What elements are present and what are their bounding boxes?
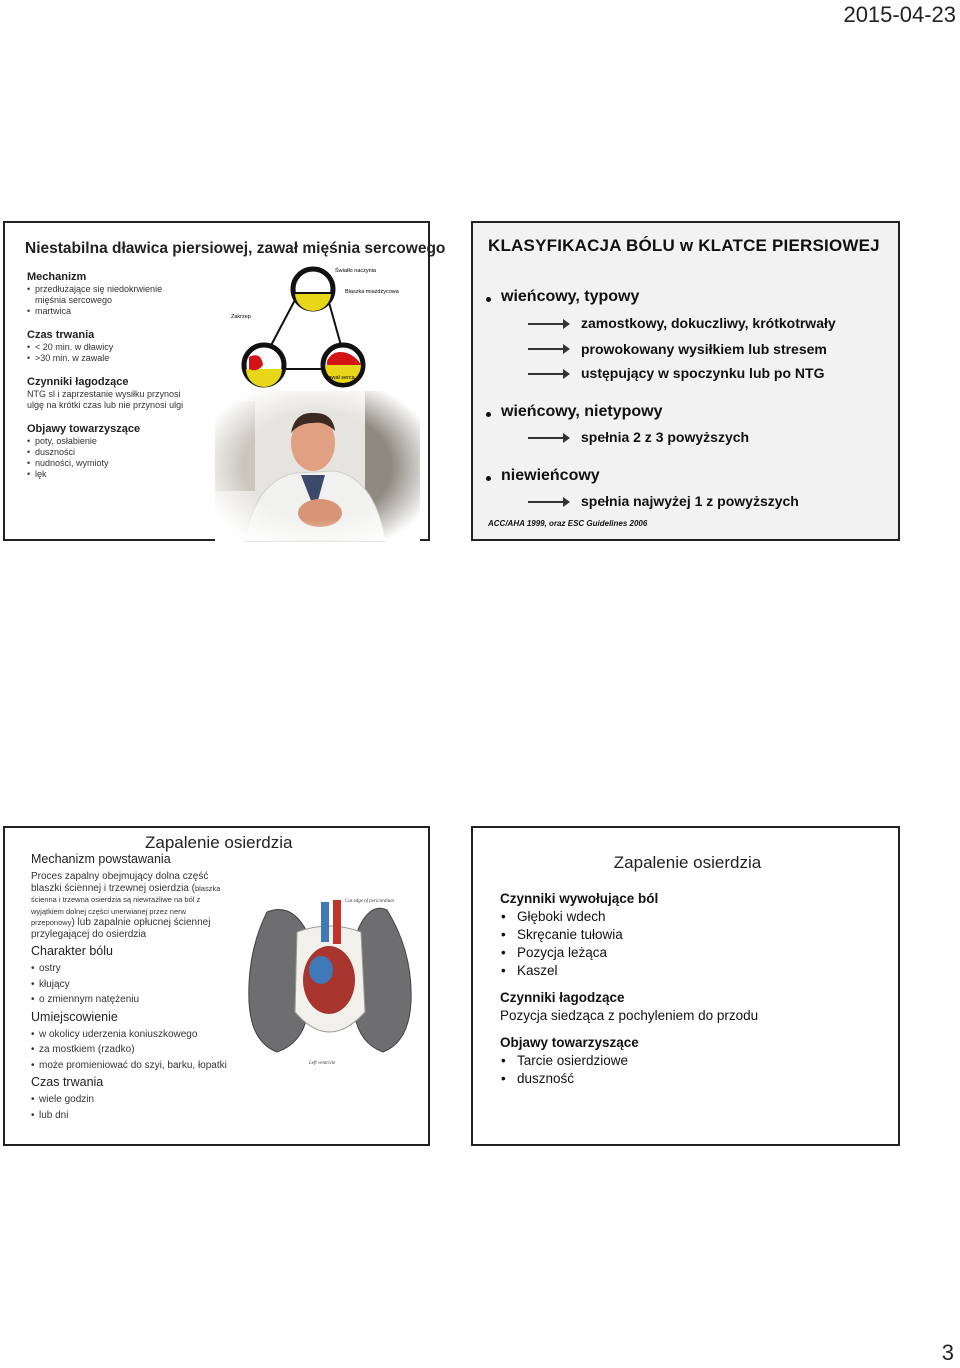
slide-title: Zapalenie osierdzia <box>613 853 762 872</box>
list-item: • martwica <box>27 306 187 317</box>
list-item: • kłujący <box>31 979 231 991</box>
list-item: • w okolicy uderzenia koniuszkowego <box>31 1029 231 1041</box>
mechanism-text-b: ) lub zapalnie opłucnej ściennej przylegającej do osierdzia <box>31 917 211 940</box>
list-item: • wiele godzin <box>31 1094 231 1106</box>
bullet-dot <box>486 297 491 302</box>
mechanism-text-a: Proces zapalny obejmujący dolna część blaszki ściennej i trzewnej osierdzia ( <box>31 871 209 894</box>
list-item: • duszność <box>500 1070 880 1088</box>
list-item: • poty, osłabienie <box>27 436 187 447</box>
section-heading-duration: Czas trwania <box>31 1075 104 1089</box>
list-item: • Pozycja leżąca <box>500 944 880 962</box>
section-text: NTG sl i zaprzestanie wysiłku przynosi ulgę na krótki czas lub nie przynosi ulgi <box>27 389 184 410</box>
section-heading-duration: Czas trwania <box>27 329 95 341</box>
criterion-item: prowokowany wysiłkiem lub stresem <box>581 341 827 357</box>
section-heading-mechanism: Mechanizm <box>27 271 87 283</box>
slide-pericarditis-mechanism <box>3 826 430 1146</box>
section-heading-symptoms: Objawy towarzyszące <box>27 423 141 435</box>
anatomy-label-top: Cut edge of pericardium <box>345 899 394 904</box>
list-item: • lęk <box>27 469 187 480</box>
slide-text-column <box>500 890 880 1097</box>
slide-pericarditis-factors <box>471 826 900 1146</box>
mechanism-note: blaszka ścienna i trzewna osierdzia są niewrażliwe na ból z wyjątkiem dolnej części unerwianej przez nerw przeponowy <box>31 883 221 927</box>
diagram-label-mi: Zawał serca <box>325 375 355 381</box>
arrow-icon <box>528 437 568 439</box>
list-item: • Kaszel <box>500 962 880 980</box>
slide-title: KLASYFIKACJA BÓLU w KLATCE PIERSIOWEJ <box>488 236 880 255</box>
section-heading-triggers: Czynniki wywołujące ból <box>500 891 659 906</box>
section-heading-relief: Czynniki łagodzące <box>27 376 129 388</box>
section-heading-character: Charakter bólu <box>31 944 113 958</box>
list-item: • Skręcanie tułowia <box>500 926 880 944</box>
group-label-noncoronary: niewieńcowy <box>501 467 600 484</box>
slide-text-column <box>27 271 187 492</box>
list-item: • o zmiennym natężeniu <box>31 994 231 1006</box>
diagram-label-lumen: Światło naczynia <box>335 268 376 274</box>
heart-lungs-anatomy-illustration <box>237 892 422 1072</box>
section-heading-relief: Czynniki łagodzące <box>500 990 625 1005</box>
list-item: • Głęboki wdech <box>500 908 880 926</box>
page-number: 3 <box>941 1340 954 1365</box>
group-label-typical: wieńcowy, typowy <box>501 288 640 305</box>
artery-cross-section-diagram <box>227 261 422 391</box>
slide-footer-citation: ACC/AHA 1999, oraz ESC Guidelines 2006 <box>488 519 648 528</box>
list-item: • < 20 min. w dławicy <box>27 342 187 353</box>
bullet-dot <box>486 476 491 481</box>
arrow-icon <box>528 348 568 350</box>
criterion-item: spełnia 2 z 3 powyższych <box>581 429 750 445</box>
slide-text-column <box>31 852 231 1121</box>
page-date: 2015-04-23 <box>843 2 956 27</box>
list-item: • za mostkiem (rzadko) <box>31 1044 231 1056</box>
arrow-icon <box>528 373 568 375</box>
group-label-atypical: wieńcowy, nietypowy <box>501 403 663 420</box>
chest-pain-photo <box>215 391 420 541</box>
section-heading-location: Umiejscowienie <box>31 1009 118 1024</box>
list-item: • Tarcie osierdziowe <box>500 1052 880 1070</box>
criterion-item: ustępujący w spoczynku lub po NTG <box>581 365 825 381</box>
arrow-icon <box>528 323 568 325</box>
list-item: • przedłużające się niedokrwienie mięśnia sercowego <box>27 284 187 306</box>
list-item: • ostry <box>31 963 231 975</box>
criterion-item: zamostkowy, dokuczliwy, krótkotrwały <box>581 315 836 331</box>
section-heading-symptoms: Objawy towarzyszące <box>500 1035 639 1050</box>
bullet-dot <box>486 412 491 417</box>
slide-title: Zapalenie osierdzia <box>145 833 293 852</box>
section-heading-mechanism: Mechanizm powstawania <box>31 852 171 866</box>
slide-unstable-angina <box>3 221 446 541</box>
list-item: • lub dni <box>31 1110 231 1122</box>
diagram-label-thrombus: Zakrzep <box>231 314 251 320</box>
anatomy-label-bottom: Left ventricle <box>309 1061 336 1066</box>
slide-chest-pain-classification <box>471 221 900 541</box>
slide-title: Niestabilna dławica piersiowej, zawał mięśnia sercowego <box>25 240 446 257</box>
list-item: • >30 min. w zawale <box>27 353 187 364</box>
list-item: • nudności, wymioty <box>27 458 187 469</box>
list-item: • może promieniować do szyi, barku, łopatki <box>31 1060 231 1072</box>
mechanism-text <box>31 871 231 940</box>
section-text: Pozycja siedząca z pochyleniem do przodu <box>500 1008 759 1023</box>
criterion-item: spełnia najwyżej 1 z powyższych <box>581 493 799 509</box>
list-item: • duszności <box>27 447 187 458</box>
diagram-label-plaque: Blaszka miażdżycowa <box>345 289 399 295</box>
arrow-icon <box>528 501 568 503</box>
